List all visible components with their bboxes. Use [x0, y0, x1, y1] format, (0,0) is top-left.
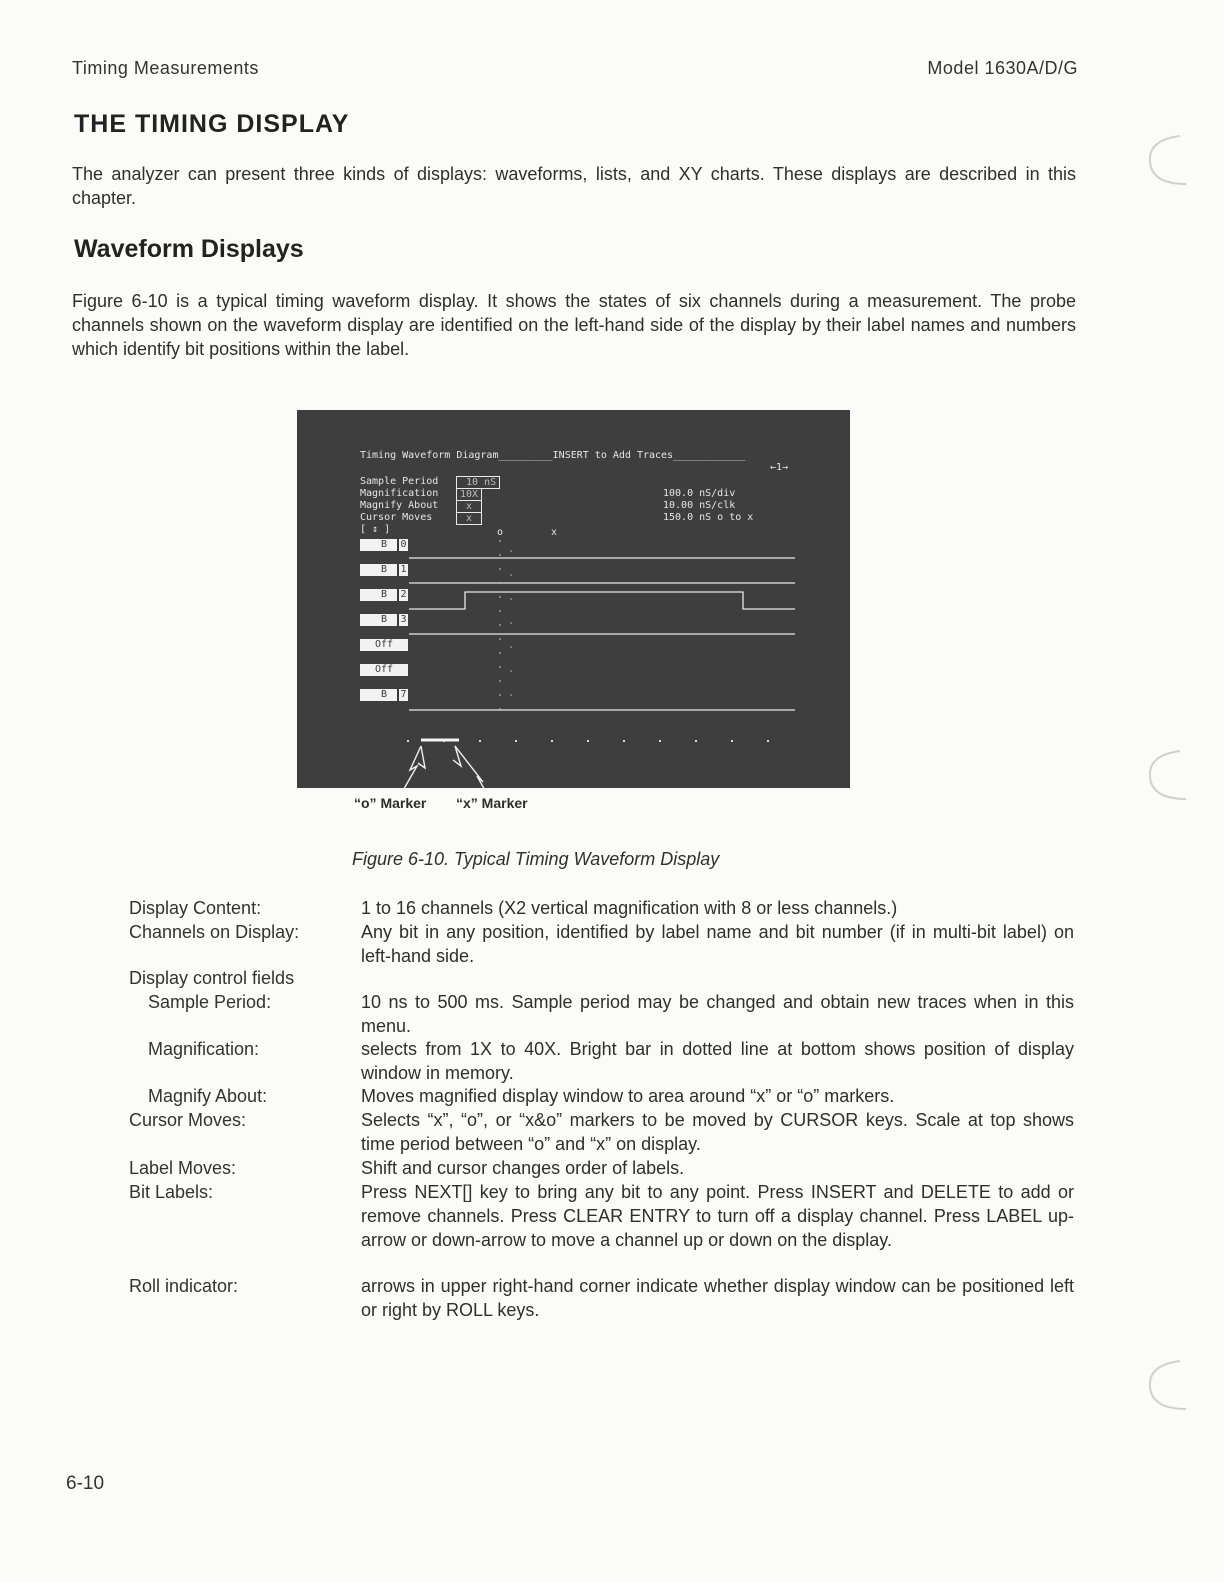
- o-marker-arrow: [401, 746, 421, 788]
- channel-bit: 2: [397, 589, 408, 601]
- x-marker-arrow: [455, 746, 487, 788]
- channel-name: B: [380, 564, 388, 575]
- def-text-sample-period: 10 ns to 500 ms. Sample period may be changed and obtain new traces when in this menu.: [361, 992, 1074, 1036]
- intro-paragraph: The analyzer can present three kinds of displays: waveforms, lists, and XY charts. These displays are described in this chapter.: [72, 164, 1076, 208]
- screen-title: Timing Waveform Diagram_________INSERT to Add Traces____________: [360, 450, 746, 461]
- bracket-indicator: [ ↕ ]: [360, 524, 391, 535]
- subsection-title: Waveform Displays: [74, 235, 304, 263]
- field-label-sample-period: Sample Period: [360, 476, 439, 487]
- field-label-magnify-about: Magnify About: [360, 500, 439, 511]
- roll-indicator: ←1→: [770, 462, 789, 473]
- channel-label-b7[interactable]: [360, 689, 408, 701]
- channel-label-off-2[interactable]: [360, 664, 408, 676]
- cursor-moves-field[interactable]: x: [456, 512, 482, 525]
- def-text-roll-indicator: arrows in upper right-hand corner indicate whether display window can be positioned left or right by ROLL keys.: [361, 1276, 1074, 1320]
- channel-name: B: [380, 589, 388, 600]
- section-title: THE TIMING DISPLAY: [74, 110, 350, 138]
- magnification-field[interactable]: 10X: [456, 488, 482, 501]
- channel-bit: 3: [397, 614, 408, 626]
- channel-label-b1[interactable]: [360, 564, 408, 576]
- o-marker-label: o: [497, 527, 504, 538]
- channel-label-b3[interactable]: [360, 614, 408, 626]
- figure-caption: Figure 6-10. Typical Timing Waveform Display: [352, 849, 720, 869]
- punch-hole-mark: [1140, 130, 1198, 192]
- channel-bit: 1: [397, 564, 408, 576]
- def-text-channels-on-display: Any bit in any position, identified by label name and bit number (if in multi-bit label) on left-hand side.: [361, 922, 1074, 966]
- def-label-channels-on-display: Channels on Display:: [129, 922, 300, 942]
- def-text-label-moves: Shift and cursor changes order of labels.: [361, 1158, 685, 1178]
- channel-name: B: [380, 689, 388, 700]
- x-marker-caption: “x” Marker: [456, 795, 528, 811]
- running-header-right: Model 1630A/D/G: [927, 58, 1078, 78]
- def-label-bit-labels: Bit Labels:: [129, 1182, 214, 1202]
- x-marker-label: x: [551, 527, 558, 538]
- channel-bit: 0: [397, 539, 408, 551]
- def-text-magnification: selects from 1X to 40X. Bright bar in dotted line at bottom shows position of display window in memory.: [361, 1039, 1074, 1083]
- trace-b2: [409, 592, 795, 609]
- readout-div: 100.0 nS/div: [663, 488, 736, 499]
- readout-o-to-x: 150.0 nS o to x: [663, 512, 754, 523]
- readout-clk: 10.00 nS/clk: [663, 500, 736, 511]
- def-label-magnification: Magnification:: [148, 1039, 260, 1059]
- o-marker-caption: “o” Marker: [354, 795, 427, 811]
- def-label-cursor-moves: Cursor Moves:: [129, 1110, 247, 1130]
- channel-name: B: [380, 614, 388, 625]
- def-label-magnify-about: Magnify About:: [148, 1086, 268, 1106]
- channel-label-b0[interactable]: [360, 539, 408, 551]
- punch-hole-mark: [1140, 1355, 1198, 1417]
- running-header-left: Timing Measurements: [72, 58, 259, 78]
- field-label-magnification: Magnification: [360, 488, 439, 499]
- channel-bit: 7: [397, 689, 408, 701]
- waveform-paragraph: Figure 6-10 is a typical timing waveform display. It shows the states of six channels during a measurement. The probe channels shown on the waveform display are identified on the left-hand side of the display by their label names and numbers which identify bit positions within the label.: [72, 291, 1076, 359]
- punch-hole-mark: [1140, 745, 1198, 807]
- field-label-cursor-moves: Cursor Moves: [360, 512, 433, 523]
- def-label-display-content: Display Content:: [129, 898, 262, 918]
- def-text-display-content: 1 to 16 channels (X2 vertical magnification with 8 or less channels.): [361, 898, 898, 918]
- def-label-label-moves: Label Moves:: [129, 1158, 237, 1178]
- def-label-display-control-fields: Display control fields: [129, 968, 295, 988]
- def-text-bit-labels: Press NEXT[] key to bring any bit to any point. Press INSERT and DELETE to add or remove channels. Press CLEAR ENTRY to turn off a display channel. Press LABEL up-arrow or down-arrow to move a channel up or down on the display.: [361, 1182, 1074, 1250]
- def-text-cursor-moves: Selects “x”, “o”, or “x&o” markers to be moved by CURSOR keys. Scale at top shows time period between “o” and “x” on display.: [361, 1110, 1074, 1154]
- def-label-sample-period: Sample Period:: [148, 992, 272, 1012]
- channel-name: Off: [374, 639, 394, 650]
- page-number: 6-10: [66, 1473, 105, 1494]
- channel-name: B: [380, 539, 388, 550]
- def-label-roll-indicator: Roll indicator:: [129, 1276, 239, 1296]
- channel-label-b2[interactable]: [360, 589, 408, 601]
- def-text-magnify-about: Moves magnified display window to area around “x” or “o” markers.: [361, 1086, 895, 1106]
- channel-name: Off: [374, 664, 394, 675]
- channel-label-off-1[interactable]: [360, 639, 408, 651]
- magnify-about-field[interactable]: x: [456, 500, 482, 513]
- sample-period-field[interactable]: 10 nS: [456, 476, 500, 489]
